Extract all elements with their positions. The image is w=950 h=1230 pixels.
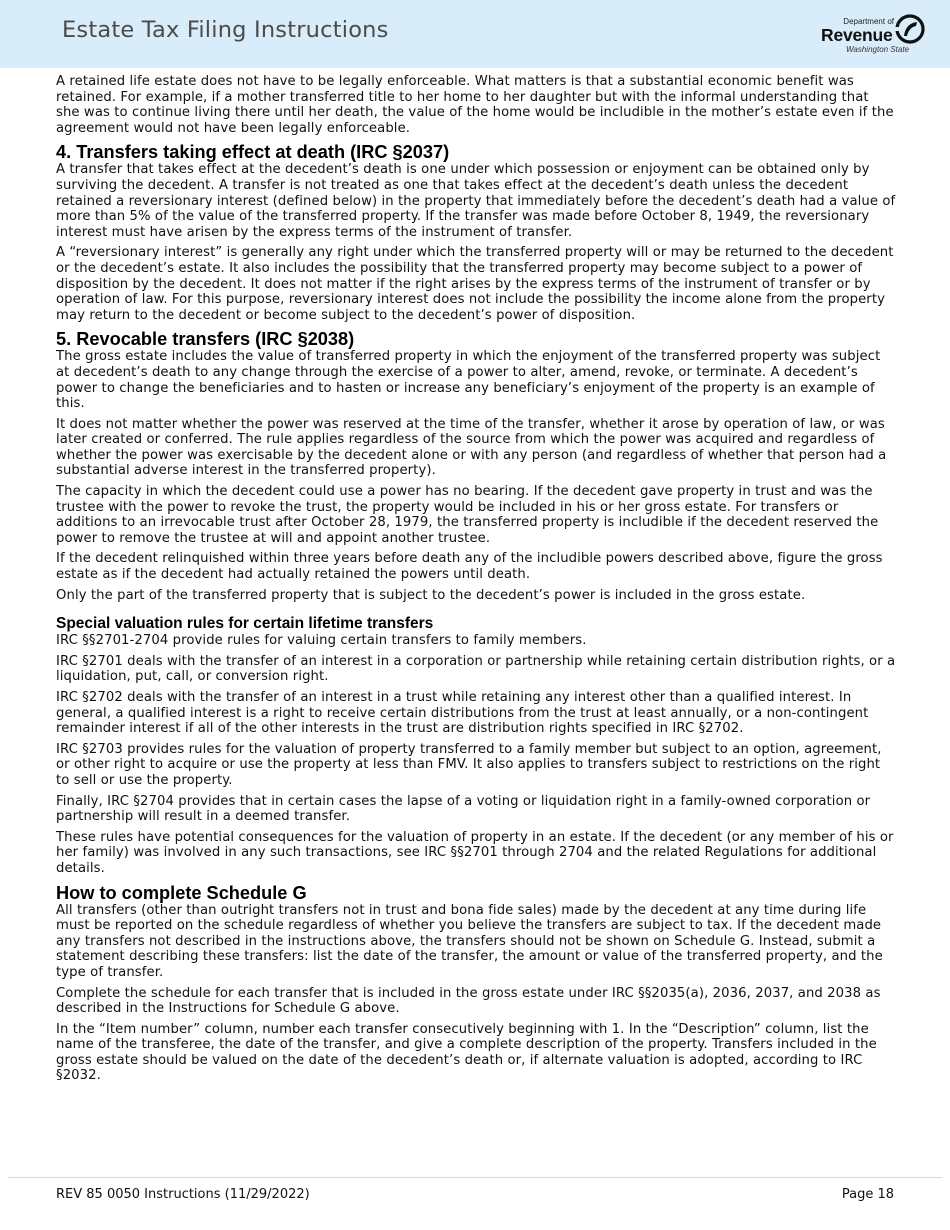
logo-state-text: Washington State bbox=[846, 45, 910, 54]
footer-page-number: Page 18 bbox=[841, 1187, 894, 1202]
page-header bbox=[0, 0, 950, 68]
special-paragraph-5: Finally, IRC §2704 provides that in certain cases the lapse of a voting or liquidation right in a family-owned corporation or partnership will result in a deemed transfer. bbox=[56, 793, 871, 825]
footer-form-id: REV 85 0050 Instructions (11/29/2022) bbox=[56, 1187, 310, 1202]
section5-paragraph-3: The capacity in which the decedent could use a power has no bearing. If the decedent gave property in trust and was the trustee with the power to revoke the trust, the property would be included in his or her gross estate. For transfers or additions to an irrevocable trust after October 28, 1979, the transferred property is includible if the decedent reserved the power to remove the trustee at will and appoint another trustee. bbox=[56, 484, 879, 546]
special-paragraph-2: IRC §2701 deals with the transfer of an interest in a corporation or partnership while retaining certain distribution rights, or a liquidation, put, call, or conversion right. bbox=[56, 653, 896, 685]
page-content bbox=[56, 74, 896, 1089]
revenue-emblem-icon bbox=[895, 14, 925, 44]
special-paragraph-4: IRC §2703 provides rules for the valuation of property transferred to a family member but subject to an option, agreement, or other right to acquire or use the property at less than FMV. It also applies to transfers subject to restrictions on the right to sell or use the property. bbox=[56, 741, 882, 788]
document-title: Estate Tax Filing Instructions bbox=[62, 17, 389, 43]
special-paragraph-3: IRC §2702 deals with the transfer of an interest in a trust while retaining any interest other than a qualified interest. In general, a qualified interest is a right to receive certain distributions from the trust at least annually, or a non-contingent remainder interest if all of the other interests in the trust are distribution rights specified in IRC §2702. bbox=[56, 690, 869, 737]
section5-paragraph-1: The gross estate includes the value of transferred property in which the enjoyment of the transferred property was subject at decedent’s death to any change through the exercise of a power to alter, amend, revoke, or terminate. A decedent’s power to change the beneficiaries and to hasten or increase any beneficiary’s enjoyment of the property is an example of this. bbox=[56, 349, 881, 412]
section-heading-transfers-at-death: 4. Transfers taking effect at death (IRC §2037) bbox=[56, 142, 450, 163]
special-paragraph-1: IRC §§2701-2704 provide rules for valuing certain transfers to family members. bbox=[56, 633, 587, 649]
section5-paragraph-5: Only the part of the transferred property that is subject to the decedent’s power is included in the gross estate. bbox=[56, 587, 806, 603]
section-heading-revocable-transfers: 5. Revocable transfers (IRC §2038) bbox=[56, 329, 355, 350]
dor-logo bbox=[818, 14, 928, 58]
logo-revenue-text: Revenue bbox=[821, 25, 893, 45]
section-heading-schedule-g: How to complete Schedule G bbox=[56, 882, 307, 903]
schedule-g-paragraph-3: In the “Item number” column, number each transfer consecutively beginning with 1. In the “Description” column, list the name of the transferee, the date of the transfer, and give a complete description of the property. Transfers included in the gross estate should be valued on the date of the decedent’s death or, if alternate valuation is adopted, according to IRC §2032. bbox=[56, 1021, 877, 1084]
schedule-g-paragraph-2: Complete the schedule for each transfer that is included in the gross estate under IRC §§2035(a), 2036, 2037, and 2038 as described in the Instructions for Schedule G above. bbox=[56, 985, 881, 1017]
section5-paragraph-2: It does not matter whether the power was reserved at the time of the transfer, whether it arose by operation of law, or was later created or conferred. The rule applies regardless of the source from which the power was acquired and regardless of whether the power was exercisable by the decedent alone or with any person (and regardless of whether that person had a substantial adverse interest in the transferred property). bbox=[56, 416, 887, 479]
intro-paragraph: A retained life estate does not have to be legally enforceable. What matters is that a substantial economic benefit was retained. For example, if a mother transferred title to her home to her daughter but with the informal understanding that she was to continue living there until her death, the value of the home would be includible in the mother’s estate even if the agreement would not have been legally enforceable. bbox=[56, 74, 894, 136]
section5-paragraph-4: If the decedent relinquished within three years before death any of the includible powers described above, figure the gross estate as if the decedent had actually retained the powers until death. bbox=[56, 551, 883, 583]
subheading-special-valuation: Special valuation rules for certain lifetime transfers bbox=[56, 615, 434, 633]
logo-department-text: Department of bbox=[843, 17, 894, 26]
section4-paragraph-1: A transfer that takes effect at the decedent’s death is one under which possession or enjoyment can be obtained only by surviving the decedent. A transfer is not treated as one that takes effect at the decedent’s death unless the decedent retained a reversionary interest (defined below) in the property that immediately before the decedent’s death had a value of more than 5% of the value of the transferred property. If the transfer was made before October 8, 1949, the reversionary interest must have arisen by the express terms of the instrument of transfer. bbox=[56, 162, 896, 240]
special-paragraph-6: These rules have potential consequences for the valuation of property in an estate. If the decedent (or any member of his or her family) was involved in any such transactions, see IRC §§2701 through 2704 and the related Regulations for additional details. bbox=[56, 829, 894, 876]
section4-paragraph-2: A “reversionary interest” is generally any right under which the transferred property will or may be returned to the decedent or the decedent’s estate. It also includes the possibility that the transferred property may become subject to a power of disposition by the decedent. It does not matter if the right arises by the express terms of the instrument of transfer or by operation of law. For this purpose, reversionary interest does not include the possibility the income alone from the property may return to the decedent or become subject to the decedent’s power of disposition. bbox=[56, 245, 894, 323]
footer-divider bbox=[8, 1177, 942, 1178]
schedule-g-paragraph-1: All transfers (other than outright transfers not in trust and bona fide sales) made by the decedent at any time during life must be reported on the schedule regardless of whether you believe the transfers are subject to tax. If the decedent made any transfers not described in the instructions above, the transfers should not be shown on Schedule G. Instead, submit a statement describing these transfers: list the date of the transfer, the amount or value of the transferred property, and the type of transfer. bbox=[56, 902, 883, 980]
